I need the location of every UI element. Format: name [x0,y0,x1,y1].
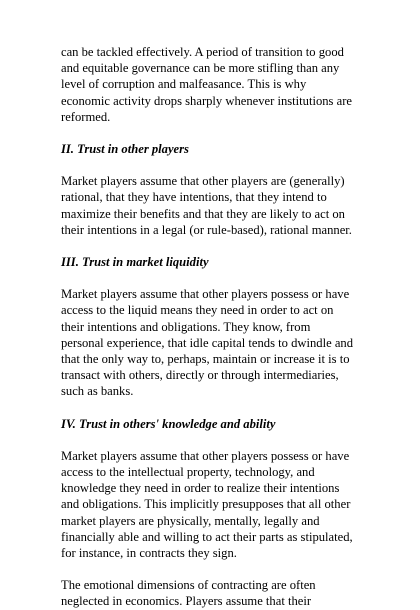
text-line: that the only way to, perhaps, maintain or increase it is to [61,352,350,367]
text-line: Market players assume that other players possess or have [61,448,350,463]
text-line: their intentions and obligations. They know, from [61,319,311,334]
text-line: Market players assume that other players possess or have [61,287,350,302]
text-line: transact with others, directly or through intermediaries, [61,368,339,383]
text-line: knowledge they need in order to realize their intentions [61,481,340,496]
text-line: financially able and willing to act their parts as stipulated, [61,529,353,544]
paragraph-trust-other-players [61,173,361,238]
text-line: The emotional dimensions of contracting are often [61,578,316,593]
text-line: personal experience, that idle capital tends to dwindle and [61,335,353,350]
text-line: maximize their benefits and that they are likely to act on [61,206,345,221]
text-line: market players are physically, mentally, legally and [61,513,320,528]
text-line: such as banks. [61,384,134,399]
text-line: neglected in economics. Players assume that their [61,594,312,609]
section-heading-trust-other-players: II. Trust in other players [61,142,189,157]
section-heading-knowledge-ability: IV. Trust in others' knowledge and ability [61,416,276,431]
text-line: level of corruption and malfeasance. This is why [61,77,307,92]
text-line: for instance, in contracts they sign. [61,546,237,561]
paragraph-market-liquidity [61,286,361,399]
text-line: their intentions in a legal (or rule-based), rational manner. [61,222,352,237]
text-line: access to the liquid means they need in order to act on [61,303,334,318]
paragraph-knowledge-ability [61,448,361,561]
text-line: and equitable governance can be more stifling than any [61,61,340,76]
text-line: can be tackled effectively. A period of transition to good [61,45,344,59]
document-page [61,44,361,610]
paragraph-emotional-dimensions [61,577,361,609]
section-heading-market-liquidity: III. Trust in market liquidity [61,255,209,270]
paragraph-governance [61,44,361,125]
text-line: rational, that they have intentions, that they intend to [61,190,327,205]
text-line: economic activity drops sharply whenever institutions are [61,93,352,108]
text-line: reformed. [61,109,111,124]
text-line: and obligations. This implicitly presupposes that all other [61,497,351,512]
text-line: access to the intellectual property, technology, and [61,465,315,480]
text-line: Market players assume that other players are (generally) [61,174,345,189]
